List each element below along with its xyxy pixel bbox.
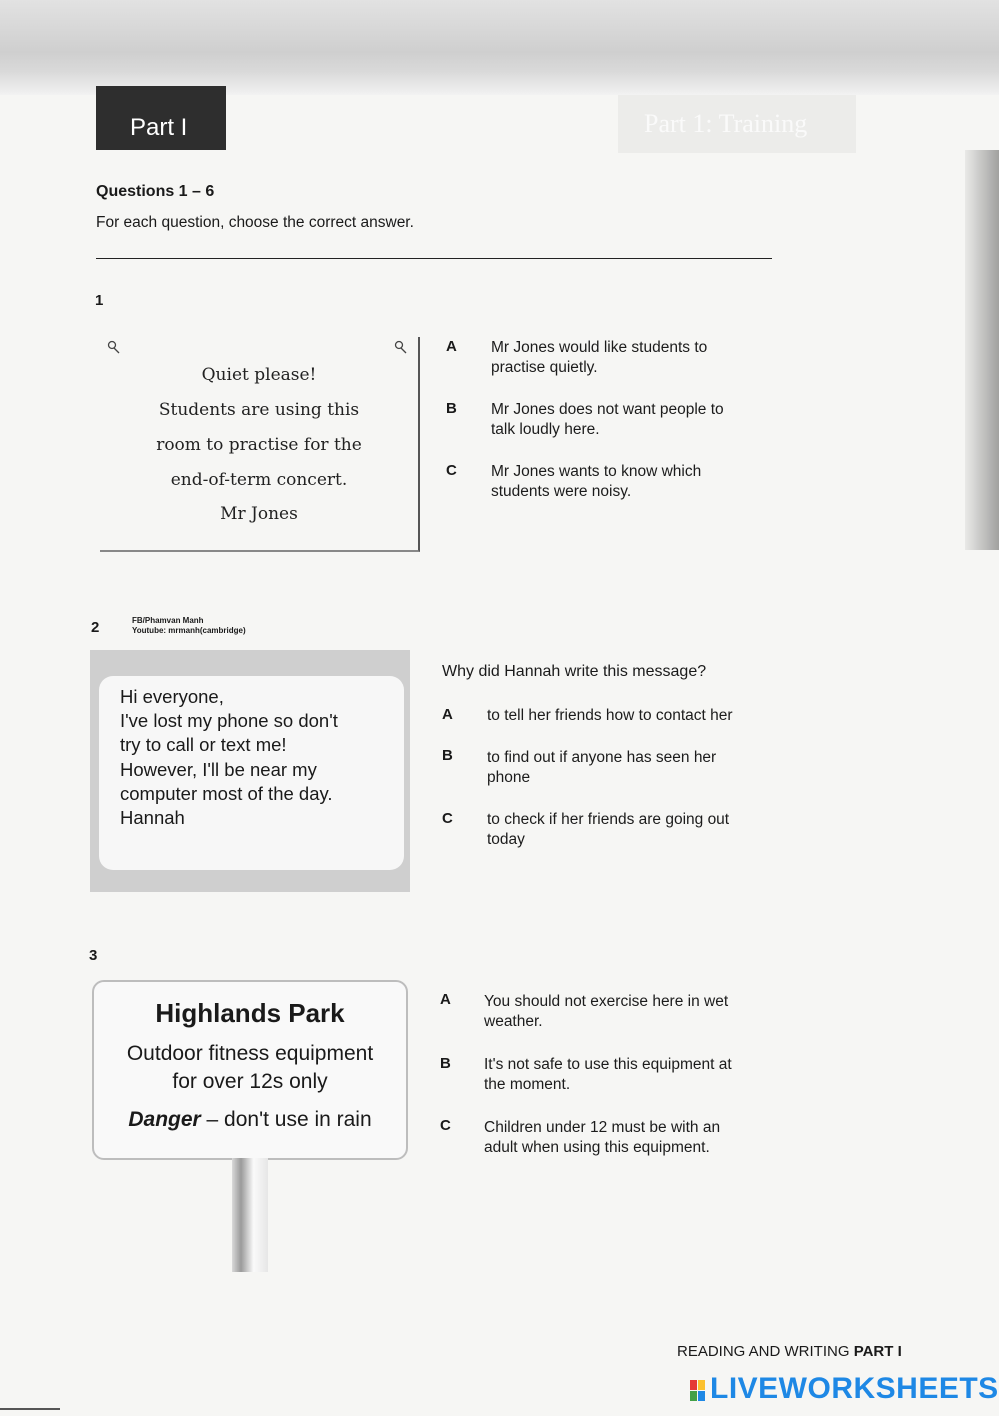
option-line: practise quietly. <box>491 359 598 376</box>
q2-option-b[interactable] <box>487 748 716 788</box>
sign-line: for over 12s only <box>172 1070 328 1093</box>
option-line: Mr Jones wants to know which <box>491 463 702 480</box>
sign-line: Outdoor fitness equipment <box>126 1042 374 1065</box>
notice-line: end-of-term concert. <box>170 470 348 490</box>
notice-line: Students are using this <box>158 400 360 420</box>
park-sign <box>92 980 408 1160</box>
option-line: It's not safe to use this equipment at <box>484 1056 732 1073</box>
q1-option-a[interactable] <box>491 338 707 378</box>
part-tab <box>96 86 226 150</box>
sign-danger-word: Danger <box>128 1108 201 1131</box>
liveworksheets-logo-icon <box>690 1380 706 1402</box>
option-line: weather. <box>484 1013 543 1030</box>
message-line: computer most of the day. <box>120 783 333 804</box>
footer-section: READING AND WRITING <box>677 1343 854 1360</box>
q3-option-b[interactable] <box>484 1055 732 1095</box>
divider <box>96 258 772 259</box>
scan-shadow-top <box>0 0 999 95</box>
sign-danger-rest: – don't use in rain <box>200 1108 372 1131</box>
question-2-number: 2 <box>91 619 100 636</box>
q3-option-c[interactable] <box>484 1118 720 1158</box>
brand-name[interactable]: LIVEWORKSHEETS <box>710 1372 999 1405</box>
q1-option-c[interactable] <box>491 462 701 502</box>
option-line: the moment. <box>484 1076 571 1093</box>
q1-option-b[interactable] <box>491 400 724 440</box>
bleed-through-text: Part 1: Training <box>644 109 808 138</box>
q2-option-c-letter[interactable]: C <box>442 810 453 827</box>
option-line: today <box>487 831 525 848</box>
sign-post <box>232 1158 268 1272</box>
q3-option-a[interactable] <box>484 992 728 1032</box>
watermark-line: FB/Phamvan Manh <box>132 616 204 625</box>
message-signature: Hannah <box>120 807 185 828</box>
option-line: Mr Jones does not want people to <box>491 401 724 418</box>
option-line: phone <box>487 769 531 786</box>
option-line: talk loudly here. <box>491 421 600 438</box>
bleed-through-tab <box>618 95 856 153</box>
q2-option-a[interactable] <box>487 706 733 726</box>
questions-instruction: For each question, choose the correct answer. <box>96 214 414 231</box>
watermark-line: Youtube: mrmanh(cambridge) <box>132 626 246 635</box>
q2-option-a-letter[interactable]: A <box>442 706 453 723</box>
q3-option-b-letter[interactable]: B <box>440 1055 451 1072</box>
q3-option-a-letter[interactable]: A <box>440 991 451 1008</box>
notice-line: room to practise for the <box>156 435 362 455</box>
question-3-number: 3 <box>89 947 98 964</box>
footer-part: PART I <box>853 1343 902 1360</box>
q3-option-c-letter[interactable]: C <box>440 1117 451 1134</box>
q1-option-b-letter[interactable]: B <box>446 400 457 417</box>
message-bubble <box>99 676 404 870</box>
notice-quiet-please <box>100 337 420 552</box>
option-line: Children under 12 must be with an <box>484 1119 721 1136</box>
notice-line: Quiet please! <box>201 365 317 385</box>
watermark-text <box>132 616 246 636</box>
questions-heading: Questions 1 – 6 <box>96 183 215 200</box>
page-edge <box>0 1408 60 1410</box>
message-line: Hi everyone, <box>120 686 224 707</box>
option-line: students were noisy. <box>491 483 632 500</box>
part-label: Part I <box>130 114 188 141</box>
q2-option-b-letter[interactable]: B <box>442 747 453 764</box>
page-footer <box>677 1343 902 1360</box>
message-line: I've lost my phone so don't <box>120 710 338 731</box>
option-line: You should not exercise here in wet <box>484 993 729 1010</box>
sign-title: Highlands Park <box>155 998 345 1028</box>
message-line: try to call or text me! <box>120 734 287 755</box>
option-line: to find out if anyone has seen her <box>487 749 717 766</box>
notice-signature: Mr Jones <box>220 504 298 524</box>
option-line: Mr Jones would like students to <box>491 339 708 356</box>
option-line: to tell her friends how to contact her <box>487 707 733 724</box>
q1-option-a-letter[interactable]: A <box>446 338 457 355</box>
message-line: However, I'll be near my <box>120 759 317 780</box>
option-line: to check if her friends are going out <box>487 811 730 828</box>
scan-shadow-right <box>965 150 999 550</box>
option-line: adult when using this equipment. <box>484 1139 710 1156</box>
question-2-prompt: Why did Hannah write this message? <box>442 663 707 680</box>
q1-option-c-letter[interactable]: C <box>446 462 457 479</box>
question-1-number: 1 <box>95 292 104 309</box>
sign-danger-line <box>94 1108 406 1132</box>
q2-option-c[interactable] <box>487 810 729 850</box>
